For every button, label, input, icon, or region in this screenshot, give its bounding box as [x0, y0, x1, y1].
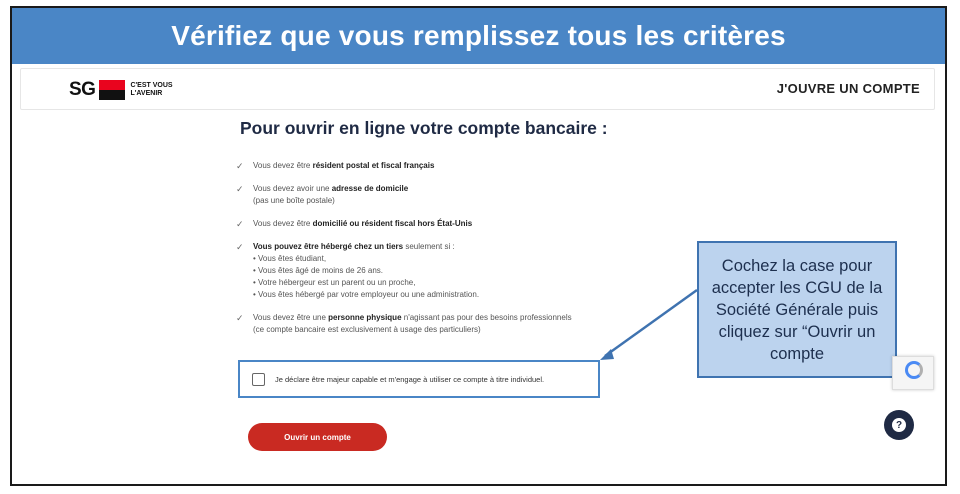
- criterion-text: seulement si :: [403, 242, 455, 251]
- criterion-bold: résident postal et fiscal français: [312, 161, 435, 170]
- banner-title: Vérifiez que vous remplissez tous les critères: [171, 20, 786, 51]
- criterion-text: Vous devez être une: [253, 313, 329, 322]
- sg-logo[interactable]: [69, 79, 173, 101]
- check-icon: ✓: [236, 161, 244, 171]
- criterion-text: Vous devez avoir une: [253, 184, 332, 193]
- criterion-subitem: • Vous êtes âgé de moins de 26 ans.: [253, 266, 383, 275]
- criterion-item: [236, 160, 616, 172]
- consent-label: Je déclare être majeur capable et m'engage à utiliser ce compte à titre individuel.: [275, 374, 545, 384]
- criterion-bold: domicilié ou résident fiscal hors État-Unis: [312, 219, 473, 228]
- criterion-subtext: (pas une boîte postale): [253, 196, 335, 205]
- check-icon: ✓: [236, 184, 244, 194]
- recaptcha-icon: [905, 361, 923, 379]
- criterion-text: Vous devez être: [253, 161, 313, 170]
- check-icon: ✓: [236, 242, 244, 252]
- criterion-bold: personne physique: [328, 313, 402, 322]
- site-header: [20, 68, 935, 110]
- check-icon: ✓: [236, 219, 244, 229]
- help-button[interactable]: [884, 410, 914, 440]
- criterion-text: Vous devez être: [253, 219, 313, 228]
- logo-flag-icon: [99, 80, 125, 100]
- criterion-item: [236, 218, 616, 230]
- criterion-item: [236, 241, 616, 301]
- question-icon: ?: [892, 418, 906, 432]
- open-account-button[interactable]: Ouvrir un compte: [248, 423, 387, 451]
- callout-text: Cochez la case pour accepter les CGU de la Société Générale puis cliquez sur “Ouvrir un compte: [711, 256, 883, 363]
- criterion-subitem: • Vous êtes étudiant,: [253, 254, 327, 263]
- criterion-subitem: • Votre hébergeur est un parent ou un proche,: [253, 278, 416, 287]
- criterion-item: [236, 183, 616, 207]
- page-title: Pour ouvrir en ligne votre compte bancaire :: [240, 118, 608, 138]
- criterion-bold: Vous pouvez être hébergé chez un tiers: [253, 242, 404, 251]
- consent-highlight: [238, 360, 600, 398]
- consent-checkbox[interactable]: [252, 373, 265, 386]
- logo-text: SG: [69, 79, 96, 100]
- criterion-text: n'agissant pas pour des besoins professionnels: [401, 313, 572, 322]
- criteria-list: [236, 160, 616, 347]
- criterion-bold: adresse de domicile: [331, 184, 409, 193]
- open-account-header-link[interactable]: J'OUVRE UN COMPTE: [776, 81, 920, 96]
- criterion-item: [236, 312, 616, 336]
- instruction-callout: [697, 241, 897, 378]
- recaptcha-badge[interactable]: [892, 356, 934, 390]
- check-icon: ✓: [236, 313, 244, 323]
- instruction-banner: [12, 8, 945, 64]
- criterion-subitem: • Vous êtes hébergé par votre employeur ou une administration.: [253, 290, 480, 299]
- logo-tagline-line-2: L'AVENIR: [130, 90, 163, 97]
- logo-tagline: [130, 82, 172, 98]
- criterion-subtext: (ce compte bancaire est exclusivement à usage des particuliers): [253, 325, 481, 334]
- logo-tagline-line-1: C'EST VOUS: [130, 82, 173, 89]
